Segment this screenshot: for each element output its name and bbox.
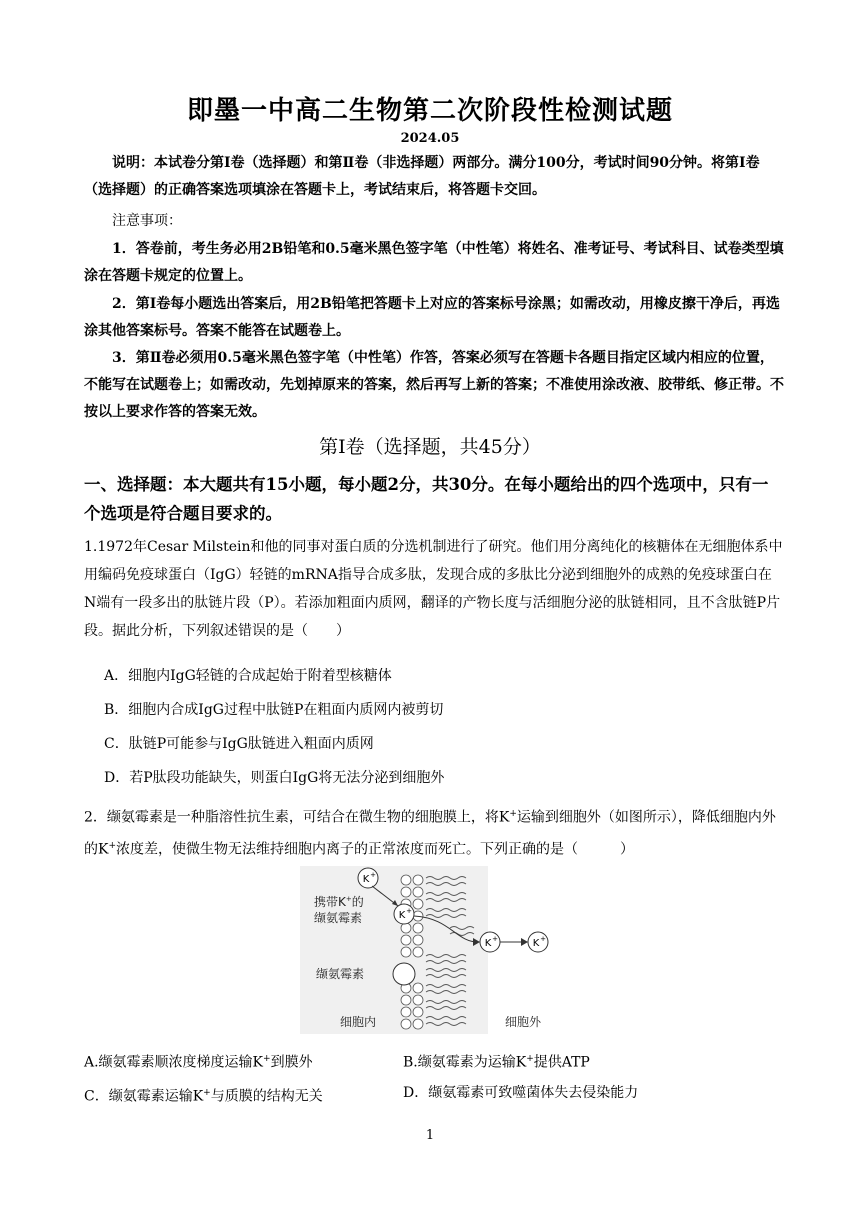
svg-text:+: +	[492, 935, 498, 943]
valinomycin-label: 缬氨霉素	[316, 967, 365, 981]
question-2-option-b: B.缬氨霉素为运输K+提供ATP	[403, 1054, 590, 1071]
outside-label: 细胞外	[505, 1015, 542, 1029]
exam-date: 2024.05	[400, 131, 460, 146]
question-1-option-a: A．细胞内IgG轻链的合成起始于附着型核糖体	[104, 668, 392, 684]
inside-label: 细胞内	[340, 1015, 377, 1029]
svg-text:携带K+的: 携带K+的	[314, 895, 364, 909]
question-2-option-d: D．缬氨霉素可致噬菌体失去侵染能力	[403, 1085, 639, 1101]
section-title: 第Ⅰ卷（选择题，共45分）	[319, 436, 541, 458]
question-2-stem: 2．缬氨霉素是一种脂溶性抗生素，可结合在微生物的细胞膜上，将K+运输到细胞外（如图所示），降低细胞内外的K+浓度差，使微生物无法维持细胞内离子的正常浓度而死亡。下列正确的是（ ）	[84, 809, 776, 858]
svg-text:+: +	[370, 871, 376, 879]
carrier-label: 缬氨霉素	[314, 911, 363, 925]
valinomycin-membrane-figure	[300, 866, 560, 1034]
question-1-option-d: D．若P肽段功能缺失，则蛋白IgG将无法分泌到细胞外	[104, 770, 445, 786]
question-2-option-c: C．缬氨霉素运输K+与质膜的结构无关	[84, 1088, 323, 1105]
svg-text:K: K	[532, 938, 540, 949]
note-3: 3．第Ⅱ卷必须用0.5毫米黑色签字笔（中性笔）作答，答案必须写在答题卡各题目指定区域内相应的位置，不能写在试题卷上；如需改动，先划掉原来的答案，然后再写上新的答案；不准使用涂改液、胶带纸、修正带。不按以上要求作答的答案无效。	[84, 350, 784, 420]
question-1-option-c: C．肽链P可能参与IgG肽链进入粗面内质网	[104, 736, 374, 752]
note-2: 2．第Ⅰ卷每小题选出答案后，用2B铅笔把答题卡上对应的答案标号涂黑；如需改动，用橡皮擦干净后，再选涂其他答案标号。答案不能答在试题卷上。	[84, 296, 780, 339]
note-1: 1．答卷前，考生务必用2B铅笔和0.5毫米黑色签字笔（中性笔）将姓名、准考证号、考试科目、试卷类型填涂在答题卡规定的位置上。	[84, 241, 784, 284]
notes-heading: 注意事项：	[112, 213, 182, 229]
svg-text:+: +	[406, 907, 412, 915]
svg-text:+: +	[540, 935, 546, 943]
question-1-stem: 1.1972年Cesar Milstein和他的同事对蛋白质的分选机制进行了研究。他们用分离纯化的核糖体在无细胞体系中用编码免疫球蛋白（IgG）轻链的mRNA指导合成多肽，发现合成的多肽比分泌到细胞外的成熟的免疫球蛋白在N端有一段多出的肽链片段（P）。若添加粗面内质网，翻译的产物长度与活细胞分泌的肽链相同，且不含肽链P片段。据此分析，下列叙述错误的是（ ）	[84, 539, 783, 639]
question-1-option-b: B．细胞内合成IgG过程中肽链P在粗面内质网内被剪切	[104, 702, 444, 718]
instructions-intro: 说明：本试卷分第Ⅰ卷（选择题）和第Ⅱ卷（非选择题）两部分。满分100分，考试时间90分钟。将第Ⅰ卷（选择题）的正确答案选项填涂在答题卡上，考试结束后，将答题卡交回。	[84, 155, 760, 198]
svg-text:K: K	[484, 938, 492, 949]
svg-text:K: K	[398, 910, 406, 921]
k-ion-label: K	[362, 874, 370, 885]
exam-title: 即墨一中高二生物第二次阶段性检测试题	[186, 96, 673, 126]
question-2-option-a: A.缬氨霉素顺浓度梯度运输K+到膜外	[84, 1054, 313, 1071]
section-heading: 一、选择题：本大题共有15小题，每小题2分，共30分。在每小题给出的四个选项中，只有一个选项是符合题目要求的。	[84, 475, 769, 523]
page-number: 1	[425, 1128, 435, 1143]
